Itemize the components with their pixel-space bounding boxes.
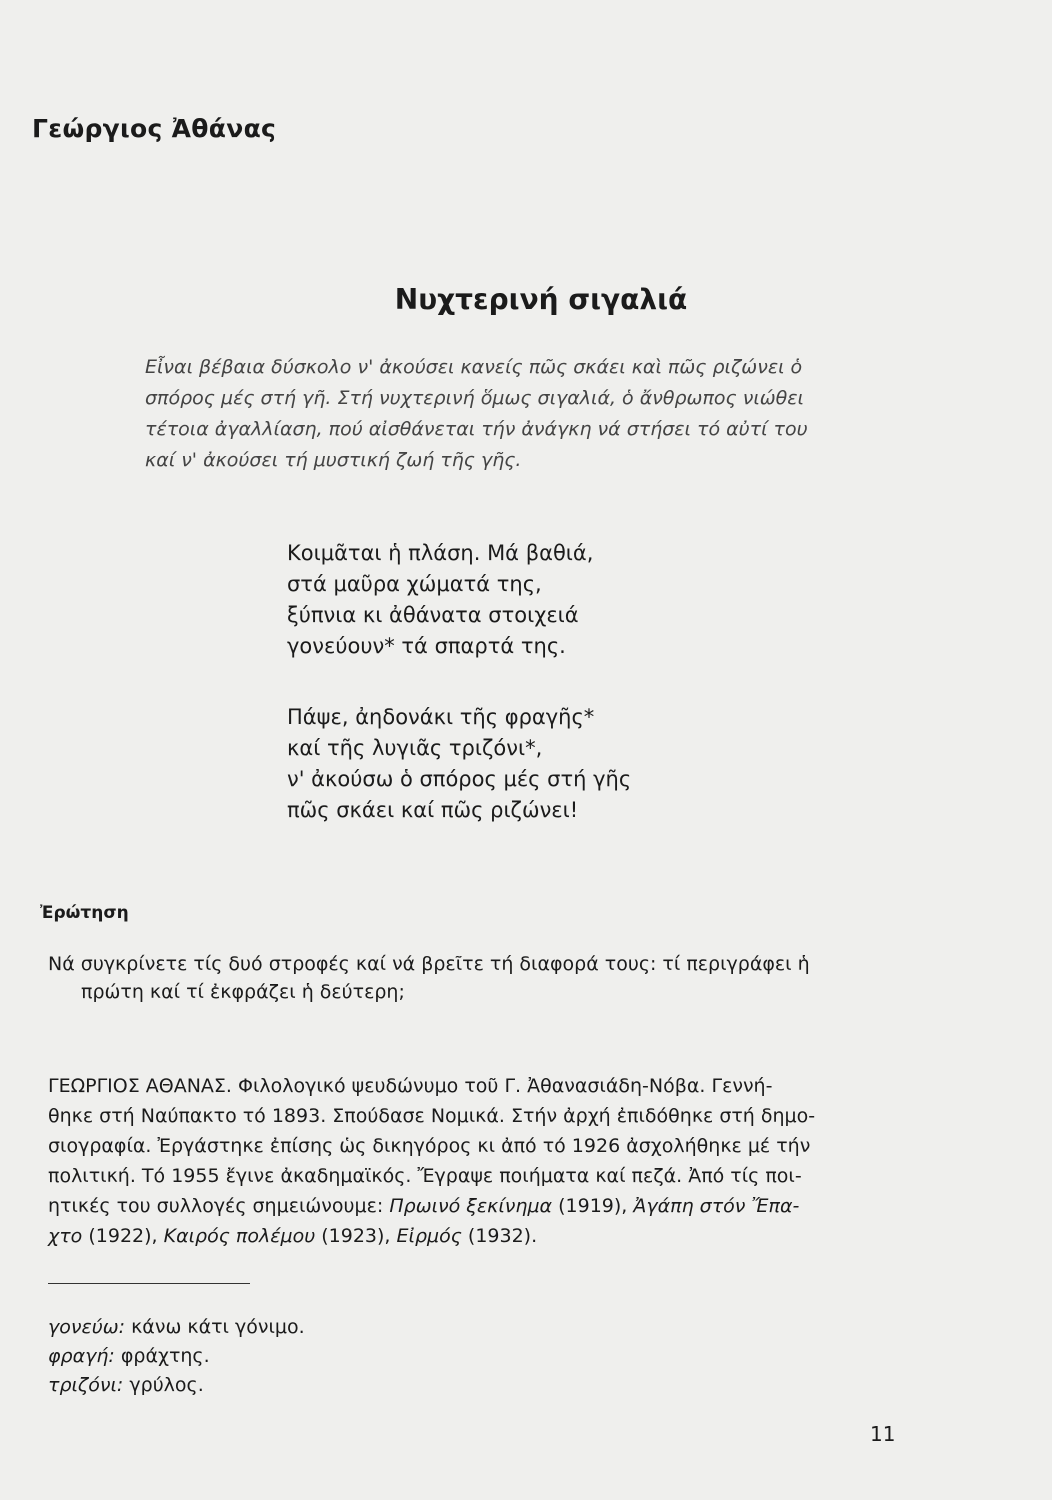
footnotes: [48, 1313, 305, 1400]
bio-text: (1932).: [461, 1225, 538, 1247]
footnote-definition: γρύλος.: [123, 1374, 204, 1396]
intro-line: Εἶναι βέβαια δύσκολο ν' ἀκούσει κανείς πῶς σκάει καὶ πῶς ριζώνει ὁ: [145, 356, 803, 378]
bio-line: θηκε στή Ναύπακτο τό 1893. Σπούδασε Νομικά. Στήν ἀρχή ἐπιδόθηκε στή δημο-: [48, 1105, 816, 1127]
footnote-term: τριζόνι:: [48, 1374, 124, 1396]
footnote-definition: κάνω κάτι γόνιμο.: [125, 1316, 305, 1338]
verse-line: Κοιμᾶται ἡ πλάση. Μά βαθιά,: [287, 541, 594, 565]
bio-text: (1923),: [315, 1225, 397, 1247]
footnote: [48, 1313, 305, 1342]
book-title: Εἰρμός: [396, 1225, 462, 1247]
intro-line: καί ν' ἀκούσει τή μυστική ζωή τῆς γῆς.: [145, 449, 522, 471]
footnote-definition: φράχτης.: [114, 1345, 210, 1367]
footnote: [48, 1342, 305, 1371]
page-number: 11: [870, 1422, 896, 1446]
bio-line: ΓΕΩΡΓΙΟΣ ΑΘΑΝΑΣ. Φιλολογικό ψευδώνυμο τοῦ Γ. Ἀθανασιάδη-Νόβα. Γεννή-: [48, 1075, 773, 1097]
verse-line: γονεύουν* τά σπαρτά της.: [287, 634, 566, 658]
verse-line: ν' ἀκούσω ὁ σπόρος μές στή γῆς: [287, 767, 632, 791]
question-text: [48, 950, 898, 1006]
footnote: [48, 1371, 305, 1400]
question-line: Νά συγκρίνετε τίς δυό στροφές καί νά βρεῖτε τή διαφορά τους: τί περιγράφει ἡ: [48, 953, 810, 975]
intro-line: σπόρος μές στή γῆ. Στή νυχτερινή ὅμως σιγαλιά, ὁ ἄνθρωπος νιώθει: [145, 387, 804, 409]
verse-line: πῶς σκάει καί πῶς ριζώνει!: [287, 798, 579, 822]
bio-line: [48, 1191, 893, 1221]
question-line: πρώτη καί τί ἐκφράζει ἡ δεύτερη;: [81, 981, 405, 1003]
verse-line: στά μαῦρα χώματά της,: [287, 572, 542, 596]
intro-line: τέτοια ἀγαλλίαση, πού αἰσθάνεται τήν ἀνάγκη νά στήσει τό αὐτί του: [145, 418, 808, 440]
poem-stanza-1: [287, 538, 593, 662]
bio-line: σιογραφία. Ἐργάστηκε ἐπίσης ὡς δικηγόρος κι ἀπό τό 1926 ἀσχολήθηκε μέ τήν: [48, 1135, 811, 1157]
footnote-term: γονεύω:: [48, 1316, 126, 1338]
verse-line: ξύπνια κι ἀθάνατα στοιχειά: [287, 603, 579, 627]
poem-stanza-2: [287, 702, 631, 826]
bio-line: πολιτική. Τό 1955 ἔγινε ἀκαδημαϊκός. Ἔγραψε ποιήματα καί πεζά. Ἀπό τίς ποι-: [48, 1165, 802, 1187]
book-title: χτο: [48, 1225, 83, 1247]
footnote-divider: [48, 1283, 250, 1284]
bio-text: (1919),: [552, 1195, 634, 1217]
poem-title: Νυχτερινή σιγαλιά: [394, 283, 688, 316]
verse-line: Πάψε, ἀηδονάκι τῆς φραγῆς*: [287, 705, 595, 729]
author-heading: Γεώργιος Ἀθάνας: [32, 114, 277, 143]
bio-line: [48, 1221, 893, 1251]
book-title: Πρωινό ξεκίνημα: [389, 1195, 553, 1217]
footnote-term: φραγή:: [48, 1345, 115, 1367]
verse-line: καί τῆς λυγιᾶς τριζόνι*,: [287, 736, 543, 760]
book-title: Ἀγάπη στόν Ἔπα-: [633, 1195, 800, 1217]
bio-text: ητικές του συλλογές σημειώνουμε:: [48, 1195, 390, 1217]
question-heading: Ἐρώτηση: [40, 903, 129, 923]
bio-text: (1922),: [82, 1225, 164, 1247]
author-biography: [48, 1071, 893, 1251]
book-title: Καιρός πολέμου: [163, 1225, 316, 1247]
intro-paragraph: [145, 352, 905, 476]
